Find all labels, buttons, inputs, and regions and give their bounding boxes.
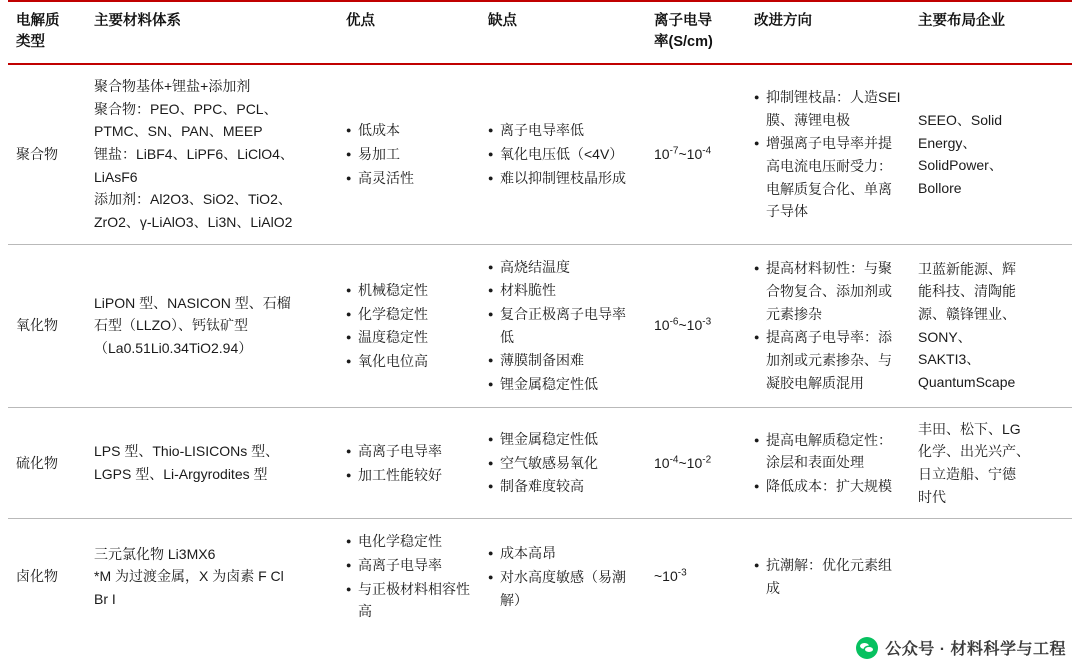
cons-item: ● 制备难度较高 — [488, 475, 638, 498]
cons-item: ● 氧化电压低（<4V） — [488, 143, 638, 166]
conductivity-exponent: -2 — [702, 454, 712, 466]
header-material-system: 主要材料体系 — [94, 13, 181, 29]
company-line: 丰田、松下、LG — [918, 420, 1021, 437]
improvement-item: ● 提高电解质稳定性：涂层和表面处理 — [754, 429, 902, 474]
watermark — [856, 636, 1066, 659]
conductivity-base: 10 — [654, 146, 670, 163]
material-line: 石型（LLZO）、钙钛矿型 — [94, 317, 249, 334]
header-electrolyte-type — [8, 1, 86, 64]
table-row — [8, 407, 1072, 519]
cell-conductivity: $10^{-7}\sim 10^{-4}$ — [646, 64, 746, 244]
cell-companies — [910, 519, 1072, 634]
table-header-row — [8, 1, 1072, 64]
cons-item: ● 对水高度敏感（易潮解） — [488, 566, 638, 611]
improvement-item: ● 增强离子电导率并提高电流电压耐受力：电解质复合化、单离子导体 — [754, 132, 902, 223]
company-line: 源、赣锋锂业、 — [918, 306, 1016, 323]
table-body — [8, 64, 1072, 634]
cell-improvement — [746, 244, 910, 407]
header-improvement: 改进方向 — [754, 13, 812, 29]
conductivity-exponent: -6 — [669, 316, 679, 328]
company-line: 日立造船、宁德 — [918, 466, 1016, 483]
company-line: Energy、 — [918, 134, 977, 151]
cell-cons — [480, 64, 646, 244]
pros-item: ● 温度稳定性 — [346, 326, 472, 349]
cons-item: ● 高烧结温度 — [488, 256, 638, 279]
company-line: Bollore — [918, 180, 962, 197]
cell-material-system — [86, 64, 338, 244]
pros-item: ● 高离子电导率 — [346, 440, 472, 463]
pros-list — [346, 530, 472, 623]
material-lines — [94, 440, 330, 485]
cell-improvement — [746, 64, 910, 244]
pros-item: ● 高灵活性 — [346, 167, 472, 190]
improvement-list — [754, 86, 902, 223]
cell-conductivity — [646, 519, 746, 634]
improvement-list — [754, 257, 902, 394]
cell-electrolyte-type: 聚合物 — [8, 64, 86, 244]
cell-pros — [338, 519, 480, 634]
material-lines — [94, 292, 330, 360]
pros-item: ● 机械稳定性 — [346, 279, 472, 302]
cell-material-system — [86, 244, 338, 407]
pros-item: ● 高离子电导率 — [346, 554, 472, 577]
cell-material-system — [86, 407, 338, 519]
conductivity-exponent: -3 — [702, 316, 712, 328]
table-row — [8, 64, 1072, 244]
company-line: SEEO、Solid — [918, 112, 1003, 129]
company-line: 时代 — [918, 488, 946, 505]
cons-item: ● 难以抑制锂枝晶形成 — [488, 167, 638, 190]
cons-item: ● 锂金属稳定性低 — [488, 428, 638, 451]
cons-item: ● 复合正极离子电导率低 — [488, 303, 638, 348]
header-conductivity-line2: 率(S/cm) — [654, 34, 713, 51]
material-line: 添加剂：Al2O3、SiO2、TiO2、 — [94, 191, 292, 208]
cell-cons — [480, 519, 646, 634]
pros-list — [346, 119, 472, 189]
material-line: Br I — [94, 591, 116, 608]
conductivity-exponent: -7 — [669, 145, 679, 157]
material-line: LiAsF6 — [94, 168, 138, 185]
pros-item: ● 氧化电位高 — [346, 350, 472, 373]
cell-electrolyte-type: 氧化物 — [8, 244, 86, 407]
companies-list — [918, 109, 1064, 200]
pros-list — [346, 440, 472, 486]
cell-cons — [480, 244, 646, 407]
improvement-item: ● 降低成本：扩大规模 — [754, 475, 902, 498]
pros-item: ● 易加工 — [346, 143, 472, 166]
conductivity-exponent: -4 — [669, 454, 679, 466]
header-cons: 缺点 — [488, 13, 517, 29]
conductivity-exponent: -3 — [677, 567, 687, 579]
improvement-list — [754, 554, 902, 599]
improvement-item: ● 抗潮解：优化元素组成 — [754, 554, 902, 599]
pros-item: ● 电化学稳定性 — [346, 530, 472, 553]
cell-pros — [338, 407, 480, 519]
header-conductivity — [646, 1, 746, 64]
cell-improvement — [746, 407, 910, 519]
cell-companies — [910, 407, 1072, 519]
cell-material-system — [86, 519, 338, 634]
cons-item: ● 锂金属稳定性低 — [488, 373, 638, 396]
material-line: *M 为过渡金属，X 为卤素 F Cl — [94, 568, 284, 585]
cons-item: ● 空气敏感易氧化 — [488, 452, 638, 475]
cons-list — [488, 542, 638, 611]
company-line: 化学、出光兴产、 — [918, 443, 1030, 460]
conductivity-base: 10 — [686, 146, 703, 163]
material-lines — [94, 75, 330, 234]
material-line: PTMC、SN、PAN、MEEP — [94, 123, 263, 140]
table-header — [8, 1, 1072, 64]
conductivity-base: ~10 — [654, 568, 678, 585]
company-line: 卫蓝新能源、辉 — [918, 260, 1016, 277]
cons-item: ● 离子电导率低 — [488, 119, 638, 142]
header-electrolyte-type-line2: 类型 — [16, 34, 45, 51]
cell-companies — [910, 244, 1072, 407]
conductivity-base: 10 — [654, 454, 670, 471]
material-line: 聚合物基体+锂盐+添加剂 — [94, 78, 251, 95]
material-line: （La0.51Li0.34TiO2.94） — [94, 340, 253, 357]
electrolyte-comparison-table — [8, 0, 1072, 634]
cons-item: ● 成本高昂 — [488, 542, 638, 565]
company-line: SolidPower、 — [918, 157, 1003, 174]
header-pros: 优点 — [346, 13, 375, 29]
header-electrolyte-type-line1: 电解质 — [16, 13, 60, 29]
cons-list — [488, 119, 638, 189]
conductivity-exponent: -4 — [702, 145, 712, 157]
company-line: QuantumScape — [918, 374, 1016, 391]
material-line: 锂盐：LiBF4、LiPF6、LiClO4、 — [94, 146, 294, 163]
pros-item: ● 低成本 — [346, 119, 472, 142]
header-companies: 主要布局企业 — [918, 13, 1005, 29]
improvement-item: ● 抑制锂枝晶：人造SEI 膜、薄锂电极 — [754, 86, 902, 131]
cell-pros — [338, 64, 480, 244]
companies-list — [918, 418, 1064, 509]
cell-conductivity: $10^{-4}\sim 10^{-2}$ — [646, 407, 746, 519]
cell-electrolyte-type: 卤化物 — [16, 568, 58, 585]
cons-item: ● 材料脆性 — [488, 279, 638, 302]
header-conductivity-line1: 离子电导 — [654, 13, 712, 29]
cell-improvement — [746, 519, 910, 634]
watermark-text: 公众号 · 材料科学与工程 — [885, 641, 1066, 658]
material-lines — [94, 543, 330, 611]
cell-pros — [338, 244, 480, 407]
material-line: 聚合物：PEO、PPC、PCL、 — [94, 100, 278, 117]
cell-conductivity: $10^{-6}\sim 10^{-3}$ — [646, 244, 746, 407]
material-line: 三元氯化物 Li3MX6 — [94, 545, 216, 562]
improvement-item: ● 提高材料韧性：与聚合物复合、添加剂或元素掺杂 — [754, 257, 902, 325]
table-row — [8, 244, 1072, 407]
material-line: LiPON 型、NASICON 型、石榴 — [94, 294, 291, 311]
conductivity-base: 10 — [686, 454, 703, 471]
material-line: LPS 型、Thio-LISICONs 型、 — [94, 443, 280, 460]
cons-item: ● 薄膜制备困难 — [488, 349, 638, 372]
company-line: SONY、 — [918, 328, 972, 345]
wechat-icon — [856, 637, 878, 659]
company-line: 能科技、清陶能 — [918, 283, 1016, 300]
cons-list — [488, 256, 638, 396]
companies-list — [918, 258, 1064, 394]
conductivity-base: 10 — [654, 317, 670, 334]
conductivity-base: 10 — [686, 317, 703, 334]
pros-item: ● 加工性能较好 — [346, 464, 472, 487]
pros-item: ● 化学稳定性 — [346, 303, 472, 326]
cons-list — [488, 428, 638, 498]
cell-companies — [910, 64, 1072, 244]
improvement-list — [754, 429, 902, 498]
pros-item: ● 与正极材料相容性高 — [346, 578, 472, 623]
material-line: LGPS 型、Li-Argyrodites 型 — [94, 466, 268, 483]
material-line: ZrO2、γ-LiAlO3、Li3N、LiAlO2 — [94, 214, 293, 231]
company-line: SAKTI3、 — [918, 351, 981, 368]
cell-electrolyte-type: 硫化物 — [8, 407, 86, 519]
improvement-item: ● 提高离子电导率：添加剂或元素掺杂、与凝胶电解质混用 — [754, 326, 902, 394]
table-row — [8, 519, 1072, 634]
pros-list — [346, 279, 472, 373]
cell-cons — [480, 407, 646, 519]
